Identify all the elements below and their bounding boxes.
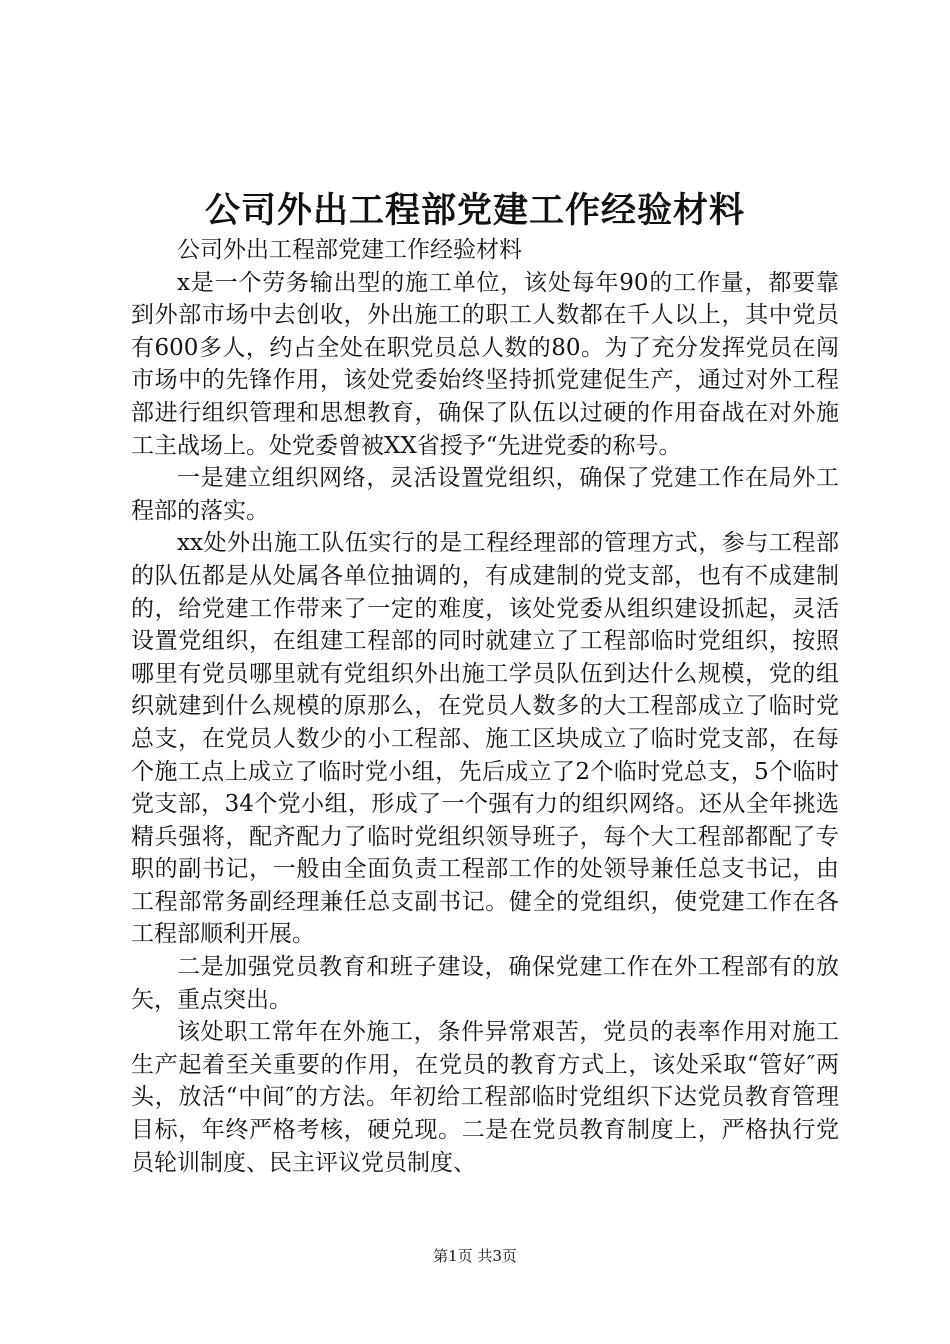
page-number-footer: 第1页 共3页	[433, 1247, 517, 1265]
body-paragraph: x是一个劳务输出型的施工单位，该处每年90的工作量，都要靠到外部市场中去创收，外出施工的职工人数都在千人以上，其中党员有600多人，约占全处在职党员总人数的80。为了充分发挥党员在闯市场中的先锋作用，该处党委始终坚持抓党建促生产，通过对外工程部进行组织管理和思想教育，确保了队伍以过硬的作用奋战在对外施工主战场上。处党委曾被XX省授予“先进党委的称号。	[131, 269, 839, 459]
body-paragraph: 二是加强党员教育和班子建设，确保党建工作在外工程部有的放矢，重点突出。	[131, 954, 839, 1013]
body-paragraph: 公司外出工程部党建工作经验材料	[177, 237, 522, 263]
body-paragraph: 该处职工常年在外施工，条件异常艰苦，党员的表率作用对施工生产起着至关重要的作用，在党员的教育方式上，该处采取“管好″两头，放活“中间″的方法。年初给工程部临时党组织下达党员教育管理目标，年终严格考核，硬兑现。二是在党员教育制度上，严格执行党员轮训制度、民主评议党员制度、	[131, 1019, 839, 1176]
body-paragraph: 一是建立组织网络，灵活设置党组织，确保了党建工作在局外工程部的落实。	[131, 465, 839, 524]
document-title: 公司外出工程部党建工作经验材料	[204, 190, 745, 231]
document-body	[131, 234, 839, 1179]
body-paragraph: xx处外出施工队伍实行的是工程经理部的管理方式，参与工程部的队伍都是从处属各单位抽调的，有成建制的党支部，也有不成建制的，给党建工作带来了一定的难度，该处党委从组织建设抓起，灵活设置党组织，在组建工程部的同时就建立了工程部临时党组织，按照哪里有党员哪里就有党组织外出施工学员队伍到达什么规模，党的组织就建到什么规模的原那么，在党员人数多的大工程部成立了临时党总支，在党员人数少的小工程部、施工区块成立了临时党支部，在每个施工点上成立了临时党小组，先后成立了2个临时党总支，5个临时党支部，34个党小组，形成了一个强有力的组织网络。还从全年挑选精兵强将，配齐配力了临时党组织领导班子，每个大工程部都配了专职的副书记，一般由全面负责工程部工作的处领导兼任总支书记，由工程部常务副经理兼任总支副书记。健全的党组织，使党建工作在各工程部顺利开展。	[131, 530, 839, 948]
